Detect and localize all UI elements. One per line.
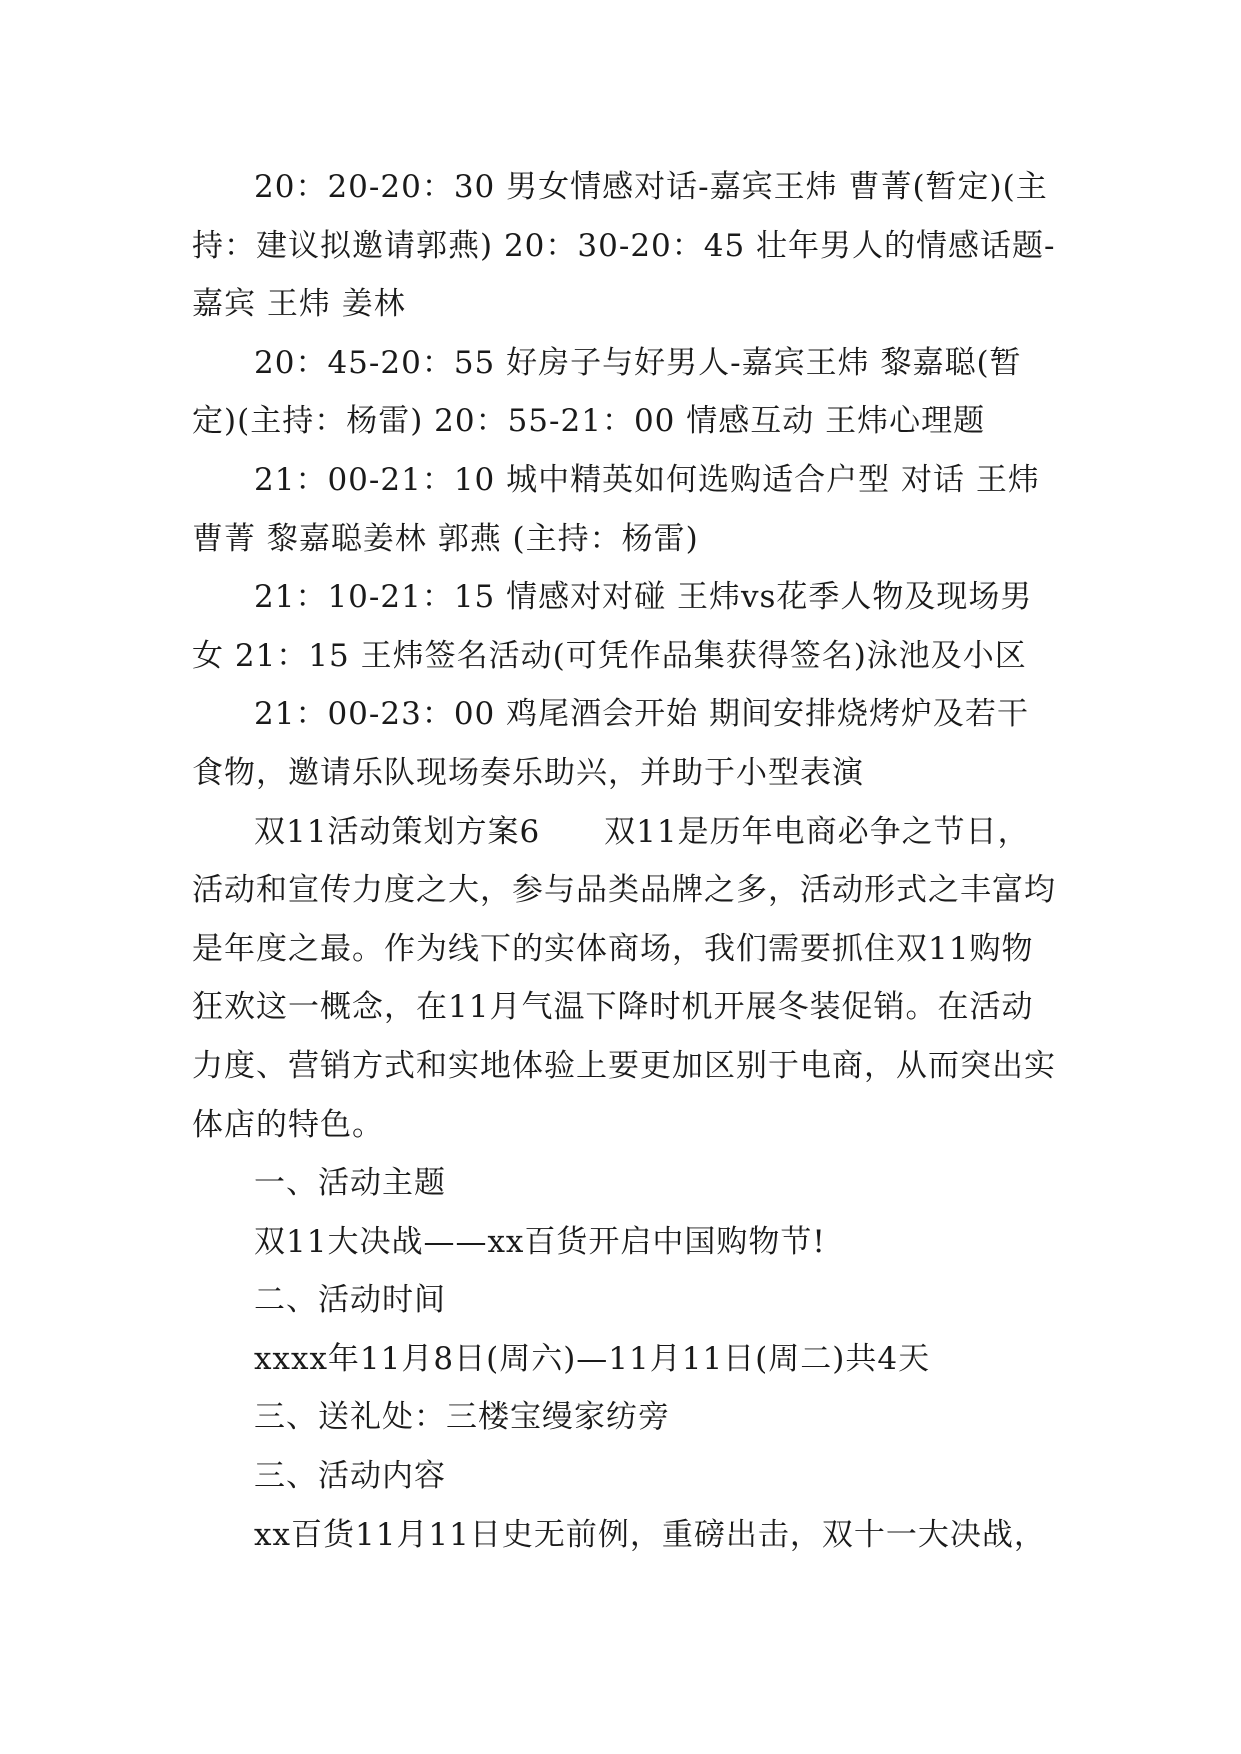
section-heading-theme: 一、活动主题 [254,1165,446,1202]
theme-text: 双11大决战——xx百货开启中国购物节! [254,1223,826,1260]
section-heading-content: 三、活动内容 [254,1458,446,1495]
section-heading-time: 二、活动时间 [254,1282,446,1319]
schedule-paragraph-4: 21：10-21：15 情感对对碰 王炜vs花季人物及现场男女 21：15 王炜签名活动(可凭作品集获得签名)泳池及小区 [192,579,1033,674]
document-body [192,158,1060,1564]
schedule-paragraph-1: 20：20-20：30 男女情感对话-嘉宾王炜 曹菁(暂定)(主持：建议拟邀请郭燕) 20：30-20：45 壮年男人的情感话题-嘉宾 王炜 姜林 [192,169,1056,323]
plan-intro-paragraph: 双11活动策划方案6 双11是历年电商必争之节日，活动和宣传力度之大，参与品类品牌之多，活动形式之丰富均是年度之最。作为线下的实体商场，我们需要抓住双11购物狂欢这一概念，在11月气温下降时机开展冬装促销。在活动力度、营销方式和实地体验上要更加区别于电商，从而突出实体店的特色。 [192,813,1056,1143]
schedule-paragraph-3: 21：00-21：10 城中精英如何选购适合户型 对话 王炜 曹菁 黎嘉聪姜林 郭燕 (主持：杨雷) [192,461,1040,557]
schedule-paragraph-2: 20：45-20：55 好房子与好男人-嘉宾王炜 黎嘉聪(暂定)(主持：杨雷) 20：55-21：00 情感互动 王炜心理题 [192,344,1022,440]
schedule-paragraph-5: 21：00-23：00 鸡尾酒会开始 期间安排烧烤炉及若干食物，邀请乐队现场奏乐助兴，并助于小型表演 [192,696,1029,791]
time-text: xxxx年11月8日(周六)—11月11日(周二)共4天 [254,1340,931,1377]
content-text: xx百货11月11日史无前例，重磅出击，双十一大决战， [254,1516,1046,1553]
gift-location-text: 三、送礼处：三楼宝缦家纺旁 [254,1399,670,1436]
